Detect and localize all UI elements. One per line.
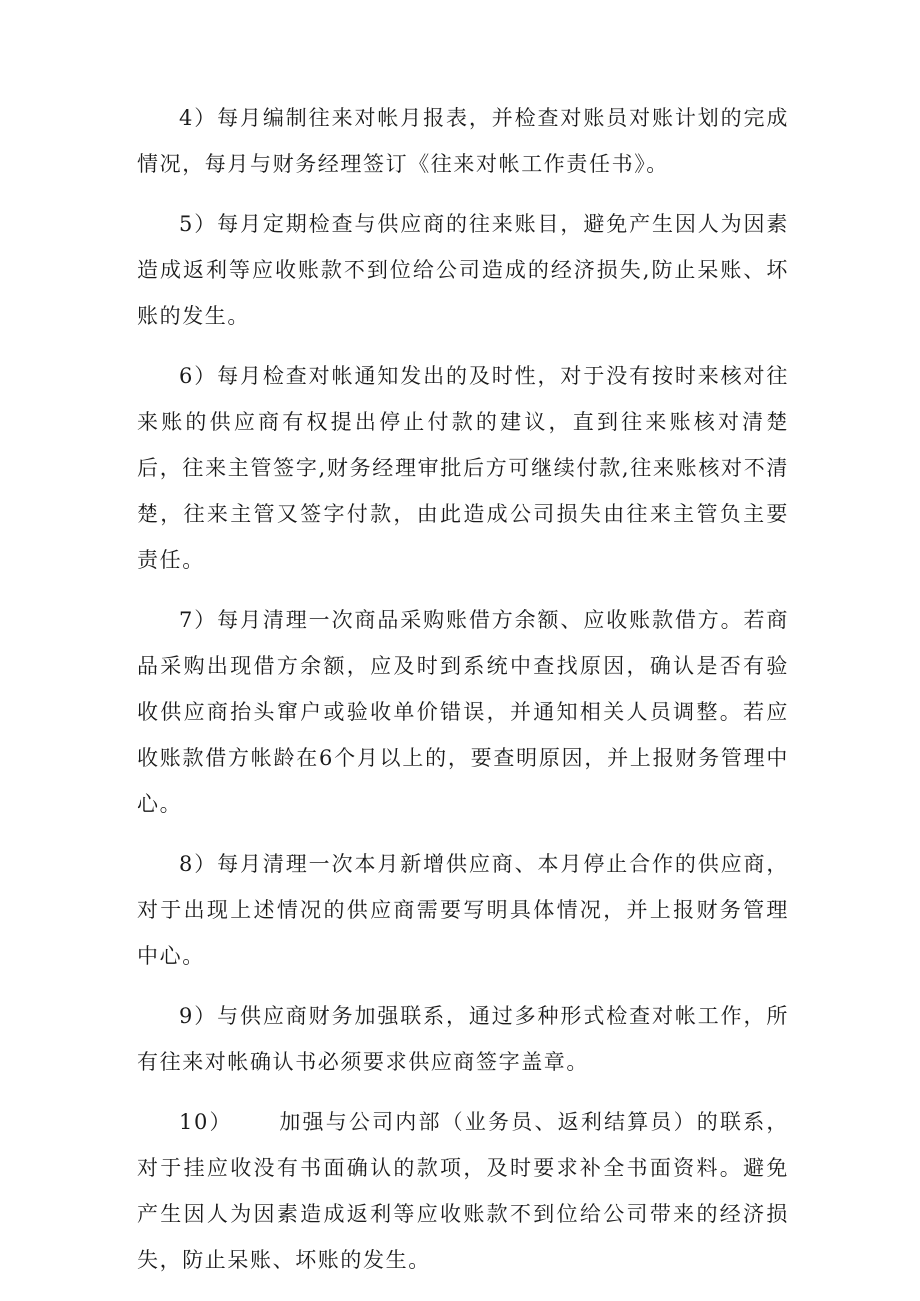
paragraph-text: 每月定期检查与供应商的往来账目，避免产生因人为因素造成返利等应收账款不到位给公司造成的经济损失,防止呆账、坏账的发生。 bbox=[137, 212, 790, 328]
paragraph-text: 每月编制往来对帐月报表，并检查对账员对账计划的完成情况，每月与财务经理签订《往来对帐工作责任书》。 bbox=[137, 106, 790, 176]
item-number: 10） bbox=[179, 1110, 233, 1134]
paragraph-text: 每月清理一次本月新增供应商、本月停止合作的供应商，对于出现上述情况的供应商需要写明具体情况，并上报财务管理中心。 bbox=[137, 852, 790, 968]
paragraph-5 bbox=[137, 201, 789, 339]
paragraph-text: 与供应商财务加强联系，通过多种形式检查对帐工作，所有往来对帐确认书必须要求供应商签字盖章。 bbox=[137, 1004, 790, 1074]
item-number: 9） bbox=[179, 1004, 218, 1028]
item-number: 5） bbox=[179, 212, 218, 236]
item-number: 7） bbox=[179, 608, 218, 632]
paragraph-8 bbox=[137, 841, 789, 979]
paragraph-text: 每月检查对帐通知发出的及时性，对于没有按时来核对往来账的供应商有权提出停止付款的建议，直到往来账核对清楚后，往来主管签字,财务经理审批后方可继续付款,往来账核对不清楚，往来主管又签字付款，由此造成公司损失由往来主管负主要责任。 bbox=[137, 364, 790, 572]
item-number: 4） bbox=[179, 106, 218, 130]
paragraph-7 bbox=[137, 597, 789, 827]
paragraph-6 bbox=[137, 353, 789, 583]
paragraph-10 bbox=[137, 1099, 789, 1283]
item-number: 8） bbox=[179, 852, 218, 876]
paragraph-9 bbox=[137, 993, 789, 1085]
paragraph-4 bbox=[137, 95, 789, 187]
paragraph-text: 加强与公司内部（业务员、返利结算员）的联系，对于挂应收没有书面确认的款项，及时要求补全书面资料。避免产生因人为因素造成返利等应收账款不到位给公司带来的经济损失，防止呆账、坏账的发生。 bbox=[137, 1110, 789, 1272]
paragraph-text: 每月清理一次商品采购账借方余额、应收账款借方。若商品采购出现借方余额，应及时到系统中查找原因，确认是否有验收供应商抬头窜户或验收单价错误，并通知相关人员调整。若应收账款借方帐龄在6个月以上的，要查明原因，并上报财务管理中心。 bbox=[137, 608, 790, 816]
document-page bbox=[137, 95, 789, 1297]
item-number: 6） bbox=[179, 364, 218, 388]
